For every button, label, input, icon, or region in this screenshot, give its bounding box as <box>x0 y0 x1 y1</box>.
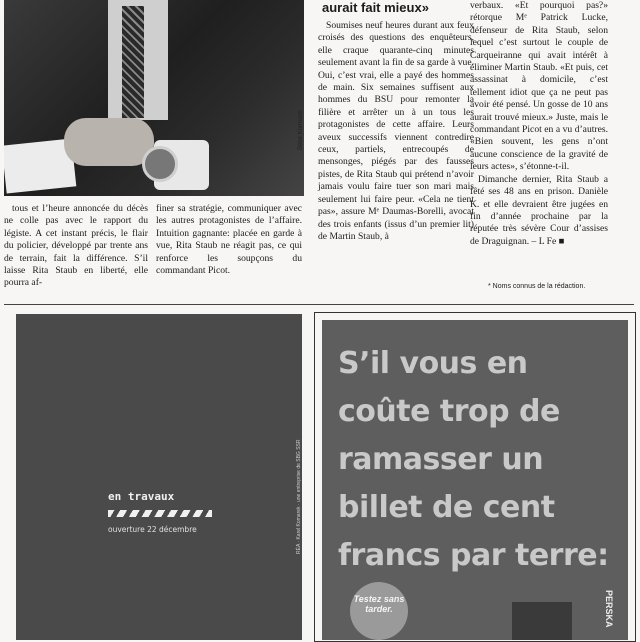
advert-en-travaux <box>16 314 302 640</box>
advert-brand: PERSKA <box>604 590 614 628</box>
section-divider <box>4 304 634 305</box>
article-column-3 <box>318 20 474 243</box>
column-4-text-a: verbaux. «Et pourquoi pas?» rétorque Mᵉ Patrick Lucke, défenseur de Rita Staub, selon lequel c’est surtout le couple de Carqueiranne qui avait intérêt à éliminer Martin Staub. «Et puis, cet assassinat à domicile, c’est tellement idiot que ça ne peut pas avoir été pensé. Un gosse de 10 ans aurait trouvé mieux.» Juste, mais le commandant Picot en a vu d’autres. «Bien souvent, les gens n’ont aucune conscience de la gravité de leurs actes», s’étonne-t-il. <box>470 0 608 173</box>
photo-tie <box>122 6 144 118</box>
product-pack-icon <box>512 602 572 640</box>
advert-slogan-panel <box>322 320 628 640</box>
article-column-4 <box>470 0 608 248</box>
advert-badge: Testez sans tarder. <box>350 582 408 640</box>
advert-opening-date: ouverture 22 décembre <box>108 525 197 534</box>
column-2-text: finer sa stratégie, communiquer avec les autres protagonistes de l’affaire. Intuition gagnante: placée en garde à vue, Rita Staub ne réagit pas, ce qui renforce les soupçons du commandant Picot. <box>156 203 302 277</box>
photo-hand <box>64 118 154 166</box>
column-1-text: tous et l’heure annoncée du décès ne colle pas avec le rapport du légiste. A cet instant précis, le flair du policier, développé par trente ans de terrain, fait la différence. S’il laisse Rita Staub en liberté, elle pourra af- <box>4 203 148 289</box>
article-column-1 <box>4 203 148 290</box>
advert-slogan: S’il vous en coûte trop de ramasser un billet de cent francs par terre: <box>338 346 609 573</box>
article-column-2 <box>156 203 302 277</box>
column-4-text-b: Dimanche dernier, Rita Staub a fêté ses 48 ans en prison. Danièle K. et elle devraient être jugées en fin d’année prochaine par la réputée très sévère Cour d’assises de Draguignan. – L Fe ■ <box>470 173 608 247</box>
advert-label: en travaux <box>108 490 175 503</box>
article-headline: aurait fait mieux» <box>322 0 429 15</box>
watch-icon <box>142 146 178 182</box>
hazard-stripes-icon <box>108 510 212 517</box>
footnote: * Noms connus de la rédaction. <box>488 283 586 290</box>
photo-credit: Bébé Kormans <box>298 110 304 150</box>
column-3-text: Soumises neuf heures durant aux feux croisés des questions des enquêteurs, elle craque quarante-cinq minutes seulement avant la fin de sa garde à vue. Oui, c’est vrai, elle a payé des hommes de main. Six semaines suffisent aux hommes du BSU pour remonter la filière et arrêter un à un tous les protagonistes de cette affaire. Leurs aveux successifs viennent contredire ceux, partiels, entrecoupés de mensonges, piégés par des fausses pistes, de Rita Staub qui prétend n’avoir jamais voulu faire tuer son mari mais seulement lui faire peur. «Cela ne tient pas», assure Mᵉ Daumas-Borelli, avocat des trois enfants (issus d’un premier lit) de Martin Staub, à <box>318 20 474 242</box>
news-photo <box>4 0 304 196</box>
advert-side-text: RÉA · Karel Komarek · une entreprise de SBG SSR <box>296 439 302 554</box>
